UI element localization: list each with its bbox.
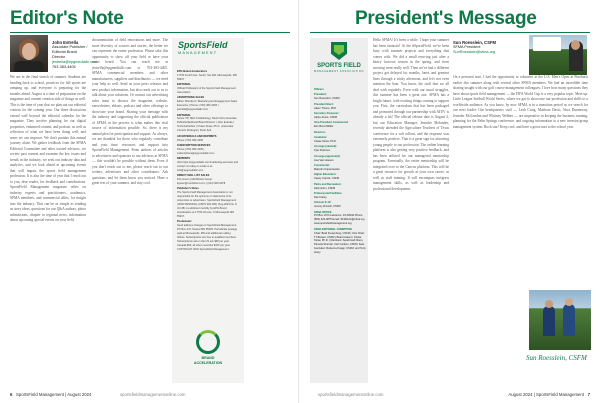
entry-heading: Secretary-Treasurer: xyxy=(314,112,340,116)
brand-logo-line-1: BRAND xyxy=(201,356,215,360)
entry-text: Senior VP, SEO & Marketing | David Voll | Associate Publisher/Editorial Brand Director | John Estrella | Technical Editor | Chase Straw, Ph.D. | Associate Content Strategist | Peter Zell xyxy=(177,117,237,133)
entry-text: Kyle Peterson xyxy=(314,149,331,153)
author-photo xyxy=(10,35,48,72)
masthead-entry xyxy=(177,135,239,143)
entry-heading: Postmaster: xyxy=(177,220,192,224)
officers-sidebar xyxy=(310,38,368,383)
entry-heading: Vice-President Commercial: xyxy=(314,121,349,125)
entry-heading: Parks and Recreation: xyxy=(314,182,342,186)
masthead-entry xyxy=(314,164,366,172)
editor-note-column-1: We are in the final stretch of summer. Students are heading back to school, practices for fall sports are ramping up, and everyone is preparing for the months ahead. August is a time of preparation on the magazine and content creation side of things as well. This is the time of year that we plan out our editorial content for the coming year. Our three discussions extend well beyond the editorial calendar for the magazine. They involve planning for our digital properties, enhanced content, and podcast, as well as reflection of what we have been doing well, and areas we can improve. We don't partake this annual journey alone. We gather feedback from the SFMA Editorial Committee and other trusted advisors, we review past content and examine the key issues and trends in the industry, we seek out industry data and analytics, and we look ahead at upcoming events that will impact the sports field management profession. It is also the time of year that I reach out to you, dear reader, for feedback and contributions. SportsField Management magazine relies on industry experts and practitioners, academics, SFMA members, and commercial allies, for insight into the industry. That can be as simple as sending us story ideas, questions for our Q&A authors, photo submissions, chapter or regional news, information about upcoming special events on your field, xyxy=(10,75,86,222)
entry-heading: REPRINTS xyxy=(177,157,191,161)
entry-heading: President: xyxy=(314,93,327,97)
page-title: President's Message xyxy=(355,8,537,29)
author-name: John Estrella xyxy=(52,40,79,45)
entry-text: Dan Farley xyxy=(314,195,327,199)
entry-text: Adam Thoms, PhD xyxy=(314,106,336,110)
author-phone: 763-383-4405 xyxy=(52,65,76,69)
entry-text: Erin Bond Wilder xyxy=(314,125,334,129)
masthead-entry xyxy=(177,70,239,82)
sfma-logo-subtitle: MANAGEMENT ASSOCIATION xyxy=(314,70,364,73)
president-message-column-2: On a personal note, I had the opportunity to volunteer at the U.S. Men's Open at Pinehurst earlier this summer along with several other SFMA members. We had an incredible time sharing insight with our golf course management colleagues. I love how many questions they have about sports field management — the FIFA World Cup is a very popular topic. Meet up: Little League Softball World Series, where we got to showcase our profession and skills to a worldwide audience. As you know, by now SFMA is in a transition period as we search for our next leader. Our headquarters staff — Leah Craig, Madison Davis, Nora Dunnaway, Jennifer McLendon and Whitney Webber — are imperative in keeping the business running, planning for the Palm Springs conference, and ongoing information to a new investor/group management system. Rock star! Keep cool, and have a great start to the school year. xyxy=(453,75,588,129)
entry-heading: SUBSCRIPTION SERVICES xyxy=(177,143,211,147)
president-byline xyxy=(453,40,525,55)
masthead-entry xyxy=(314,173,366,181)
entry-text: The Sports Field Management Association is not responsible for the opinions or statements of its columnists or advertisers. SportsField Management (ISSN PENDING) (USPS 000-000) (Sug.2024 No. 8 Vol 28) is published monthly by EPG Brand Accelerators at 17700 4th Ave. S Minneapolis MN 55407. xyxy=(177,191,237,218)
footer-right xyxy=(508,392,590,397)
right-page xyxy=(300,0,600,403)
masthead-entry xyxy=(314,192,366,200)
president-email[interactable]: SunRoesslein@sfma.org xyxy=(453,50,496,54)
page-title: Editor's Note xyxy=(10,8,124,29)
masthead-entry xyxy=(177,114,239,134)
masthead-entry xyxy=(314,88,366,92)
entry-heading: At-Large (appointed): xyxy=(314,154,341,158)
entry-text: Lisa Van Hoesen xyxy=(314,158,334,162)
masthead-entry xyxy=(314,93,366,101)
masthead-entry xyxy=(314,112,366,120)
title-rule xyxy=(310,32,590,33)
entry-heading: President Elect: xyxy=(314,102,334,106)
entry-heading: Schools K-12: xyxy=(314,201,332,205)
entry-text: Editor: Brenda Z | Marketing and Engagement Sales Executive | Phone: (763) 383-4405 | jestrella@epgmediallc.com xyxy=(177,100,238,112)
entry-heading: Academic: xyxy=(314,136,328,140)
entry-heading: SFMA OFFICE xyxy=(314,210,332,214)
entry-text: Alpha Jones, CSFM xyxy=(314,115,338,119)
entry-text: Malcolm Kopaczewski xyxy=(314,167,340,171)
masthead-text xyxy=(177,70,239,325)
masthead-entry xyxy=(177,83,239,95)
sportsfield-logo xyxy=(178,40,238,66)
masthead-sidebar xyxy=(172,38,244,383)
entry-text: 17700 Fourth Ave. South, Ste 300, Minneapolis, MN 55407 xyxy=(177,73,237,81)
entry-heading: EPG Brand Accelerators xyxy=(177,70,208,73)
entry-heading: EDITORIAL xyxy=(177,113,191,117)
entry-text: Sun Roesslein, CSFM xyxy=(314,97,340,101)
author-role: Associate Publisher / xyxy=(52,45,88,49)
masthead-entry xyxy=(177,96,239,112)
masthead-entry xyxy=(177,157,239,173)
president-signature: Sun Roesslein, CSFM xyxy=(526,354,587,362)
entry-heading: ADVERTISING SALES xyxy=(177,96,205,100)
author-role-2: Editorial Brand Director xyxy=(52,50,77,59)
footer-left xyxy=(10,392,91,397)
footer-url[interactable]: sportsfieldmanagementonline.com xyxy=(120,392,186,397)
masthead-entry xyxy=(177,187,239,218)
officers-list xyxy=(314,88,366,378)
entry-heading: Directors xyxy=(314,130,326,134)
author-byline xyxy=(52,40,98,70)
volunteer-photo xyxy=(529,290,591,350)
entry-text: Official Publication of the Sports Field Management Association xyxy=(177,87,236,95)
president-role: SFMA President xyxy=(453,45,481,49)
entry-heading: AD MATERIALS AND REPRINTS xyxy=(177,134,217,138)
entry-text: Jeremy Driscoll, CSFM xyxy=(314,205,341,209)
logo-wordmark: SportsField xyxy=(178,40,228,50)
sfma-logo xyxy=(314,42,364,82)
entry-heading: SFMA EDITORIAL COMMITTEE xyxy=(314,227,353,231)
president-photo xyxy=(529,35,587,75)
entry-heading: DIRECT MAIL LIST SALES xyxy=(177,174,210,178)
masthead-entry xyxy=(314,211,366,227)
brand-ring-icon xyxy=(196,330,220,354)
masthead-entry xyxy=(177,220,239,251)
logo-subtitle: MANAGEMENT xyxy=(178,51,218,55)
footer-magazine: August 2024 | SportsField Management xyxy=(508,392,585,397)
footer-url[interactable]: sportsfieldmanagementonline.com xyxy=(318,392,384,397)
entry-heading: Commercial: xyxy=(314,164,330,167)
masthead-entry xyxy=(314,183,366,191)
entry-text: Zack Holm, CSFM xyxy=(314,186,336,190)
masthead-entry xyxy=(314,145,366,153)
masthead-entry xyxy=(314,201,366,209)
page-number: 6 xyxy=(10,392,13,397)
footer-magazine: SportsField Management | August 2024 xyxy=(15,392,92,397)
sfma-logo-text: SPORTS FIELD xyxy=(317,63,361,69)
entry-text: Send address changes to SportsField Management, PO Box 447, Dassel MN 55325. Periodicals postage paid at Minneapolis, MN and additional mailing offices. Subscriptions are free to qualified members. Subscriptions rate in the US are $48 per year. Canada $66; all other countries $150 per year. COPYRIGHT 2024 SportsField Management. xyxy=(177,224,238,251)
masthead-entry xyxy=(177,144,239,156)
entry-text: Phone (763) 383-4405 xyxy=(177,138,203,142)
brand-logo-line-2: ACCELERATION xyxy=(193,360,223,365)
page-number: 7 xyxy=(587,392,590,397)
entry-text: Phone (763) 383-4405 | subscriptions@epgmediallc.com xyxy=(177,147,215,155)
author-email[interactable]: jestrella@epgmediallc.com xyxy=(52,60,98,64)
entry-text: Chair: Brad Fresenburg, CSFM | Vice Chair: TJ Brewer, CSFM | Board Liaison: Chase Straw, Ph.D. | Members: Sarah Hall Olsen, Pamela Sherratt, Carl Carlson, CSFM; Kate Gonzalez; Rebecca Knapp; CSFM, and Terry Avery xyxy=(314,231,366,255)
entry-text: PO Box 1073 Lawrence, KS 66044 Phone (800) 323-3875 Email: SFMAinfo@sfma.org www.sportsfieldmanagement.org xyxy=(314,214,365,226)
masthead-entry xyxy=(314,103,366,111)
entry-heading: Publisher's Notes xyxy=(177,187,199,191)
entry-heading: Professional Facilities: xyxy=(314,191,343,195)
entry-text: Chase Straw, Ph.D. xyxy=(314,139,337,143)
masthead-entry xyxy=(314,155,366,163)
entry-heading: Officers xyxy=(314,88,324,91)
entry-text: Casey Carrick, CSFM xyxy=(314,177,340,181)
entry-text: Visit https://epgmediallc.com/marketing-services/ and contact us today or email us at info@epgmediallc.com xyxy=(177,161,239,172)
president-name: Sun Roesslein, CSFM xyxy=(453,40,497,45)
masthead-entry xyxy=(314,136,366,144)
brand-acceleration-logo xyxy=(188,330,228,370)
title-rule xyxy=(10,32,290,33)
entry-heading: Higher Education: xyxy=(314,173,337,177)
president-message-column-1: Hello SFMA! It's been a while. I hope your summer has been fantastic! At the #SportsField, we've been busy with summer projects and everything that comes with. We did a small reno-ing just after a heavy lacrosse season in the spring, and from mowing went really well. Then we've had a different project get delayed for months, latest and greatest lines through a tricky afternoon, and let's not even mention the heat. You know, the stuff that we all deal with regularly. Even with our usual struggles, this summer has been a great one. SFMA has a bright future, with exciting things coming to support you. First, the curriculum that has been packaged and promoted through our partnership with ATEV is already a hit! The official release date is August 2, but our Education Manager, Jennifer Molander, recently attended the Agriculture Teachers of Texas conference for a soft rollout, and the response was extremely positive. That is a great sign for attracting young people to our profession. The online learning platform is also getting very positive feedback, and has been utilized for our managerial mentorship program. Eventually, the entire mentorship will be integrated over to the Canvas platform. This will be a great resource for growth at your own career, as well as staff training. It will encompass turfgrass management skills, as well as leadership and professional development. xyxy=(373,38,449,191)
masthead-entry xyxy=(314,121,366,129)
entry-text: Kris Green | MeritDirect Group kgreen@meritdirect.com | (914) 309-3378 xyxy=(177,178,226,186)
masthead-entry xyxy=(177,174,239,186)
entry-heading: EDITORIAL xyxy=(177,83,191,87)
masthead-entry xyxy=(314,228,366,255)
editor-note-column-2: documentation of field renovations and more. The more diversity of sources and stories, the better we can represent the entire profession. Please take this opportunity to show off your field or have your voice heard. You can reach me at jestrella@epgmediallc.com or 763-383-4405. SFMA commercial members and other manufacturers, suppliers and distributors — we need your help as well. Send us your press releases and new product information, but also reach out to us to talk about your solutions. Or contact our advertising sales team to discuss the magazine, website, enewsletters, eblasts, podcast and other offerings to showcase your brand. Sharing your message with the industry and supporting the official publication of SFMA in the process is what makes this vital source of information possible. So, there is my annual plea for participation and support. As always, we are thankful for those who regularly contribute and your time, resources and support into SportsField Management. From authors of articles to advertisers and sponsors to our advisors at SFMA — this wouldn't be possible without them. Even if you don't reach out to me, please reach out to our writers, advertisers and other contributors. Ask questions, and let them know you noticed. Have a great rest of your summer, and stay cool. xyxy=(92,38,168,185)
masthead-entry xyxy=(314,131,366,135)
entry-heading: At-Large (elected): xyxy=(314,145,337,149)
